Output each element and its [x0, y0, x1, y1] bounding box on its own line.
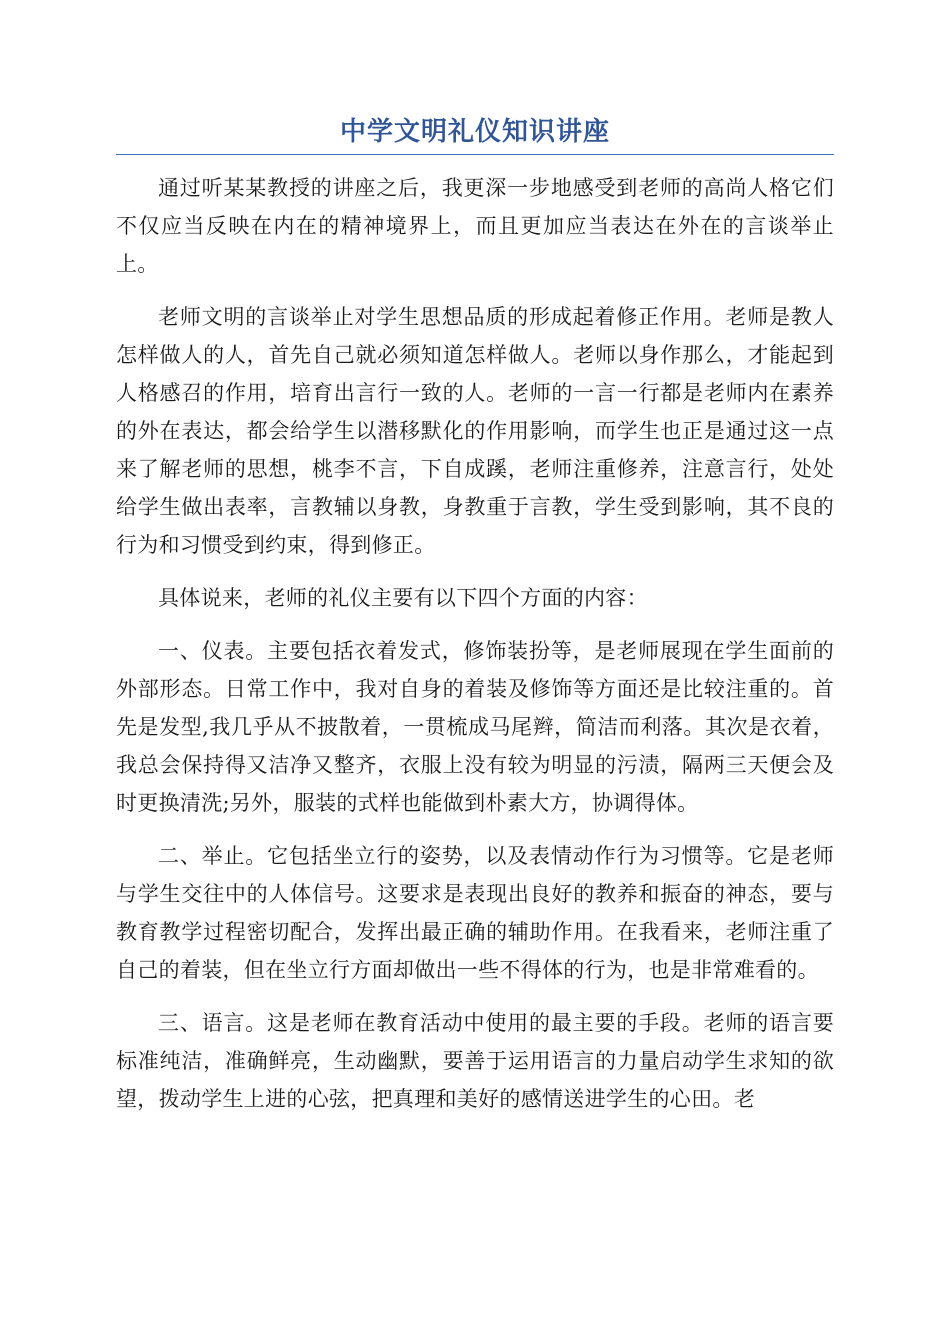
title-underline: [116, 154, 834, 155]
paragraph-language: 三、语言。这是老师在教育活动中使用的最主要的手段。老师的语言要标准纯洁，准确鲜亮，生动幽默，要善于运用语言的力量启动学生求知的欲望，拨动学生上进的心弦，把真理和美好的感情送进学生的心田。老: [116, 1011, 834, 1111]
paragraph-appearance: 一、仪表。主要包括衣着发式，修饰装扮等，是老师展现在学生面前的外部形态。日常工作中，我对自身的着装及修饰等方面还是比较注重的。首先是发型,我几乎从不披散着，一贯梳成马尾辫，简洁而利落。其次是衣着，我总会保持得又洁净又整齐，衣服上没有较为明显的污渍，隔两三天便会及时更换清洗;另外，服装的式样也能做到朴素大方，协调得体。: [116, 639, 834, 815]
document-title: 中学文明礼仪知识讲座: [339, 117, 610, 147]
paragraph-intro: 通过听某某教授的讲座之后，我更深一步地感受到老师的高尚人格它们不仅应当反映在内在的精神境界上，而且更加应当表达在外在的言谈举止上。: [116, 176, 834, 276]
document-page: [116, 110, 834, 1133]
paragraph-role-model: 老师文明的言谈举止对学生思想品质的形成起着修正作用。老师是教人怎样做人的人，首先自己就必须知道怎样做人。老师以身作那么，才能起到人格感召的作用，培育出言行一致的人。老师的一言一行都是老师内在素养的外在表达，都会给学生以潜移默化的作用影响，而学生也正是通过这一点来了解老师的思想，桃李不言，下自成蹊，老师注重修养，注意言行，处处给学生做出表率，言教辅以身教，身教重于言教，学生受到影响，其不良的行为和习惯受到约束，得到修正。: [116, 305, 834, 557]
paragraph-behavior: 二、举止。它包括坐立行的姿势，以及表情动作行为习惯等。它是老师与学生交往中的人体信号。这要求是表现出良好的教养和振奋的神态，要与教育教学过程密切配合，发挥出最正确的辅助作用。在我看来，老师注重了自己的着装，但在坐立行方面却做出一些不得体的行为，也是非常难看的。: [116, 844, 834, 982]
paragraph-overview: 具体说来，老师的礼仪主要有以下四个方面的内容：: [158, 586, 648, 610]
